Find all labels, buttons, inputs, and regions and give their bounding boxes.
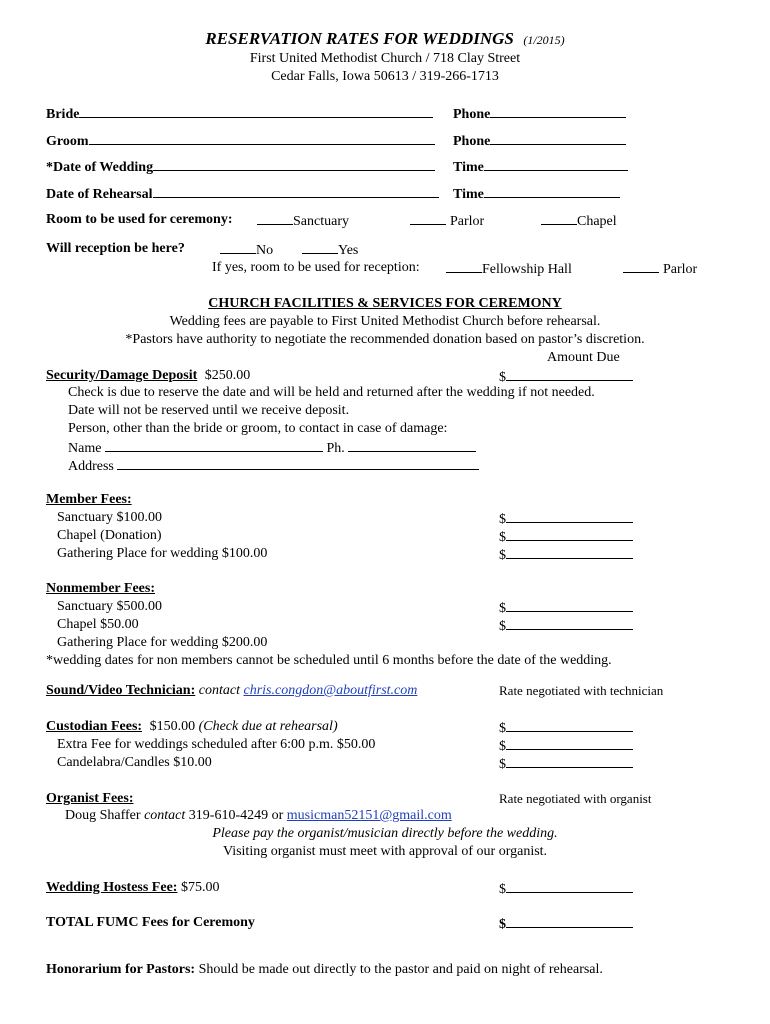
- member-sanctuary-amount: [499, 509, 633, 529]
- bride-label: Bride: [46, 107, 80, 122]
- payment-note: Wedding fees are payable to First United Methodist Church before rehearsal.: [169, 314, 601, 329]
- wedding-time-field[interactable]: [484, 157, 628, 171]
- nonmember-sanctuary-amount: [499, 598, 633, 618]
- contact-name-row: [68, 438, 476, 458]
- candelabra-fee: Candelabra/Candles $10.00: [57, 755, 212, 770]
- ceremony-room-label: Room to be used for ceremony:: [46, 212, 233, 227]
- wedding-time-row: [453, 157, 628, 177]
- nonmember-fee-gathering: Gathering Place for wedding $200.00: [57, 635, 268, 650]
- dollar-sign: $: [499, 512, 506, 527]
- security-label: Security/Damage Deposit: [46, 368, 198, 383]
- sanctuary-checkline[interactable]: [257, 211, 293, 225]
- nonmember-chapel-field[interactable]: [506, 616, 633, 630]
- room-option-parlor[interactable]: [410, 211, 484, 231]
- hostess-amount: $75.00: [180, 880, 220, 895]
- reception-option-fellowship-hall[interactable]: [446, 259, 572, 279]
- parlor-checkline[interactable]: [410, 211, 446, 225]
- page-title-line: [0, 30, 770, 50]
- member-fee-chapel: Chapel (Donation): [57, 528, 162, 543]
- custodian-amount-due: [499, 718, 633, 738]
- extra-fee-amount-due: [499, 736, 633, 756]
- reception-label: Will reception be here?: [46, 241, 185, 256]
- rehearsal-date-field[interactable]: [153, 184, 439, 198]
- bride-phone-label: Phone: [453, 107, 491, 122]
- member-fee-gathering: Gathering Place for wedding $100.00: [57, 546, 268, 561]
- reception-option-yes[interactable]: [302, 240, 358, 260]
- reception-no-checkline[interactable]: [220, 240, 256, 254]
- groom-label: Groom: [46, 134, 89, 149]
- hostess-row: [46, 879, 219, 897]
- groom-phone-label: Phone: [453, 134, 491, 149]
- organist-contact-label: contact: [144, 808, 186, 823]
- dollar-sign: $: [499, 601, 506, 616]
- member-fees-heading: Member Fees:: [46, 492, 132, 507]
- contact-address-field[interactable]: [117, 456, 479, 470]
- sound-email-link[interactable]: chris.congdon@aboutfirst.com: [243, 683, 418, 698]
- member-chapel-field[interactable]: [506, 527, 633, 541]
- contact-phone-label: Ph.: [326, 441, 345, 456]
- page-title: RESERVATION RATES FOR WEDDINGS: [205, 29, 514, 48]
- chapel-label: Chapel: [577, 214, 617, 229]
- security-note-2: Date will not be reserved until we receive deposit.: [68, 403, 350, 418]
- security-note-1: Check is due to reserve the date and will be held and returned after the wedding if not needed.: [68, 385, 595, 400]
- fellowship-hall-label: Fellowship Hall: [482, 262, 572, 277]
- bride-phone-field[interactable]: [490, 104, 626, 118]
- custodian-extra-fee: Extra Fee for weddings scheduled after 6:00 p.m. $50.00: [57, 737, 376, 752]
- groom-field[interactable]: [89, 131, 435, 145]
- security-note-3: Person, other than the bride or groom, to contact in case of damage:: [68, 421, 448, 436]
- groom-phone-row: [453, 131, 626, 151]
- hostess-heading: Wedding Hostess Fee:: [46, 880, 178, 895]
- contact-name-label: Name: [68, 441, 102, 456]
- nonmember-chapel-amount: [499, 616, 633, 636]
- rehearsal-date-label: Date of Rehearsal: [46, 187, 153, 202]
- wedding-date-label: *Date of Wedding: [46, 160, 154, 175]
- sanctuary-label: Sanctuary: [293, 214, 349, 229]
- member-gathering-amount: [499, 545, 633, 565]
- edition-date: (1/2015): [523, 33, 565, 47]
- candelabra-amount-due: [499, 754, 633, 774]
- groom-phone-field[interactable]: [490, 131, 626, 145]
- reception-no-label: No: [256, 243, 274, 258]
- organist-heading: Organist Fees:: [46, 791, 134, 806]
- nonmember-fee-chapel: Chapel $50.00: [57, 617, 139, 632]
- nonmember-sanctuary-field[interactable]: [506, 598, 633, 612]
- reception-yes-label: Yes: [338, 243, 359, 258]
- organist-phone: 319-610-4249 or: [188, 808, 284, 823]
- member-gathering-field[interactable]: [506, 545, 633, 559]
- candelabra-field[interactable]: [506, 754, 633, 768]
- custodian-amount: $150.00: [149, 719, 196, 734]
- reception-option-no[interactable]: [220, 240, 273, 260]
- fellowship-hall-checkline[interactable]: [446, 259, 482, 273]
- dollar-sign: $: [499, 548, 506, 563]
- organist-name: Doug Shaffer: [65, 808, 141, 823]
- chapel-checkline[interactable]: [541, 211, 577, 225]
- total-field[interactable]: [506, 914, 633, 928]
- bride-row: [46, 104, 433, 124]
- honorarium-label: Honorarium for Pastors:: [46, 962, 196, 977]
- wedding-date-row: [46, 157, 435, 177]
- rehearsal-time-label: Time: [453, 187, 484, 202]
- hostess-amount-due: [499, 879, 633, 899]
- dollar-sign: $: [499, 917, 506, 932]
- organist-rate-note: Rate negotiated with organist: [499, 791, 652, 806]
- dollar-sign: $: [499, 757, 506, 772]
- nonmember-scheduling-note: *wedding dates for non members cannot be scheduled until 6 months before the date of the wedding.: [46, 653, 612, 668]
- dollar-sign: $: [499, 370, 506, 385]
- honorarium-row: [46, 961, 603, 979]
- wedding-date-field[interactable]: [153, 157, 435, 171]
- custodian-field[interactable]: [506, 718, 633, 732]
- wedding-time-label: Time: [453, 160, 484, 175]
- extra-fee-field[interactable]: [506, 736, 633, 750]
- sound-contact-label: contact: [198, 683, 240, 698]
- sound-row: [46, 682, 417, 700]
- member-sanctuary-field[interactable]: [506, 509, 633, 523]
- room-option-chapel[interactable]: [541, 211, 617, 231]
- custodian-row: [46, 718, 338, 736]
- reception-room-label: If yes, room to be used for reception:: [212, 260, 420, 275]
- room-option-sanctuary[interactable]: [257, 211, 349, 231]
- sound-heading: Sound/Video Technician:: [46, 683, 196, 698]
- church-address: First United Methodist Church / 718 Clay Street: [249, 51, 521, 66]
- dollar-sign: $: [499, 739, 506, 754]
- reception-parlor-checkline[interactable]: [623, 259, 659, 273]
- church-city-phone: Cedar Falls, Iowa 50613 / 319-266-1713: [271, 69, 499, 84]
- dollar-sign: $: [499, 530, 506, 545]
- pastor-note: *Pastors have authority to negotiate the recommended donation based on pastor’s discretion.: [125, 332, 645, 347]
- contact-address-row: [68, 456, 479, 476]
- visiting-organist-note: Visiting organist must meet with approval of our organist.: [222, 844, 548, 859]
- honorarium-text: Should be made out directly to the pastor and paid on night of rehearsal.: [198, 962, 603, 977]
- contact-address-label: Address: [68, 459, 114, 474]
- rehearsal-time-row: [453, 184, 620, 204]
- custodian-note: (Check due at rehearsal): [198, 719, 338, 734]
- amount-due-label: Amount Due: [547, 350, 620, 365]
- dollar-sign: $: [499, 619, 506, 634]
- reception-yes-checkline[interactable]: [302, 240, 338, 254]
- dollar-sign: $: [499, 721, 506, 736]
- nonmember-fees-heading: Nonmember Fees:: [46, 581, 155, 596]
- organist-contact-row: [65, 807, 452, 825]
- total-amount-due: [499, 914, 633, 934]
- security-row: [46, 367, 250, 385]
- rehearsal-time-field[interactable]: [484, 184, 620, 198]
- contact-phone-field[interactable]: [348, 438, 476, 452]
- security-amount: $250.00: [204, 368, 251, 383]
- contact-name-field[interactable]: [105, 438, 323, 452]
- reception-parlor-label: Parlor: [663, 262, 698, 277]
- rehearsal-date-row: [46, 184, 439, 204]
- security-amount-field[interactable]: [506, 367, 633, 381]
- bride-field[interactable]: [79, 104, 433, 118]
- facilities-heading: CHURCH FACILITIES & SERVICES FOR CEREMONY: [208, 296, 562, 311]
- member-fee-sanctuary: Sanctuary $100.00: [57, 510, 162, 525]
- bride-phone-row: [453, 104, 626, 124]
- nonmember-fee-sanctuary: Sanctuary $500.00: [57, 599, 162, 614]
- hostess-field[interactable]: [506, 879, 633, 893]
- organist-email-link[interactable]: musicman52151@gmail.com: [286, 808, 452, 823]
- custodian-heading: Custodian Fees:: [46, 719, 143, 734]
- total-label: TOTAL FUMC Fees for Ceremony: [46, 915, 255, 930]
- reception-option-parlor[interactable]: [623, 259, 697, 279]
- organist-pay-note: Please pay the organist/musician directly before the wedding.: [212, 826, 558, 841]
- member-chapel-amount: [499, 527, 633, 547]
- dollar-sign: $: [499, 882, 506, 897]
- parlor-label: Parlor: [450, 214, 485, 229]
- sound-rate-note: Rate negotiated with technician: [499, 683, 664, 698]
- groom-row: [46, 131, 435, 151]
